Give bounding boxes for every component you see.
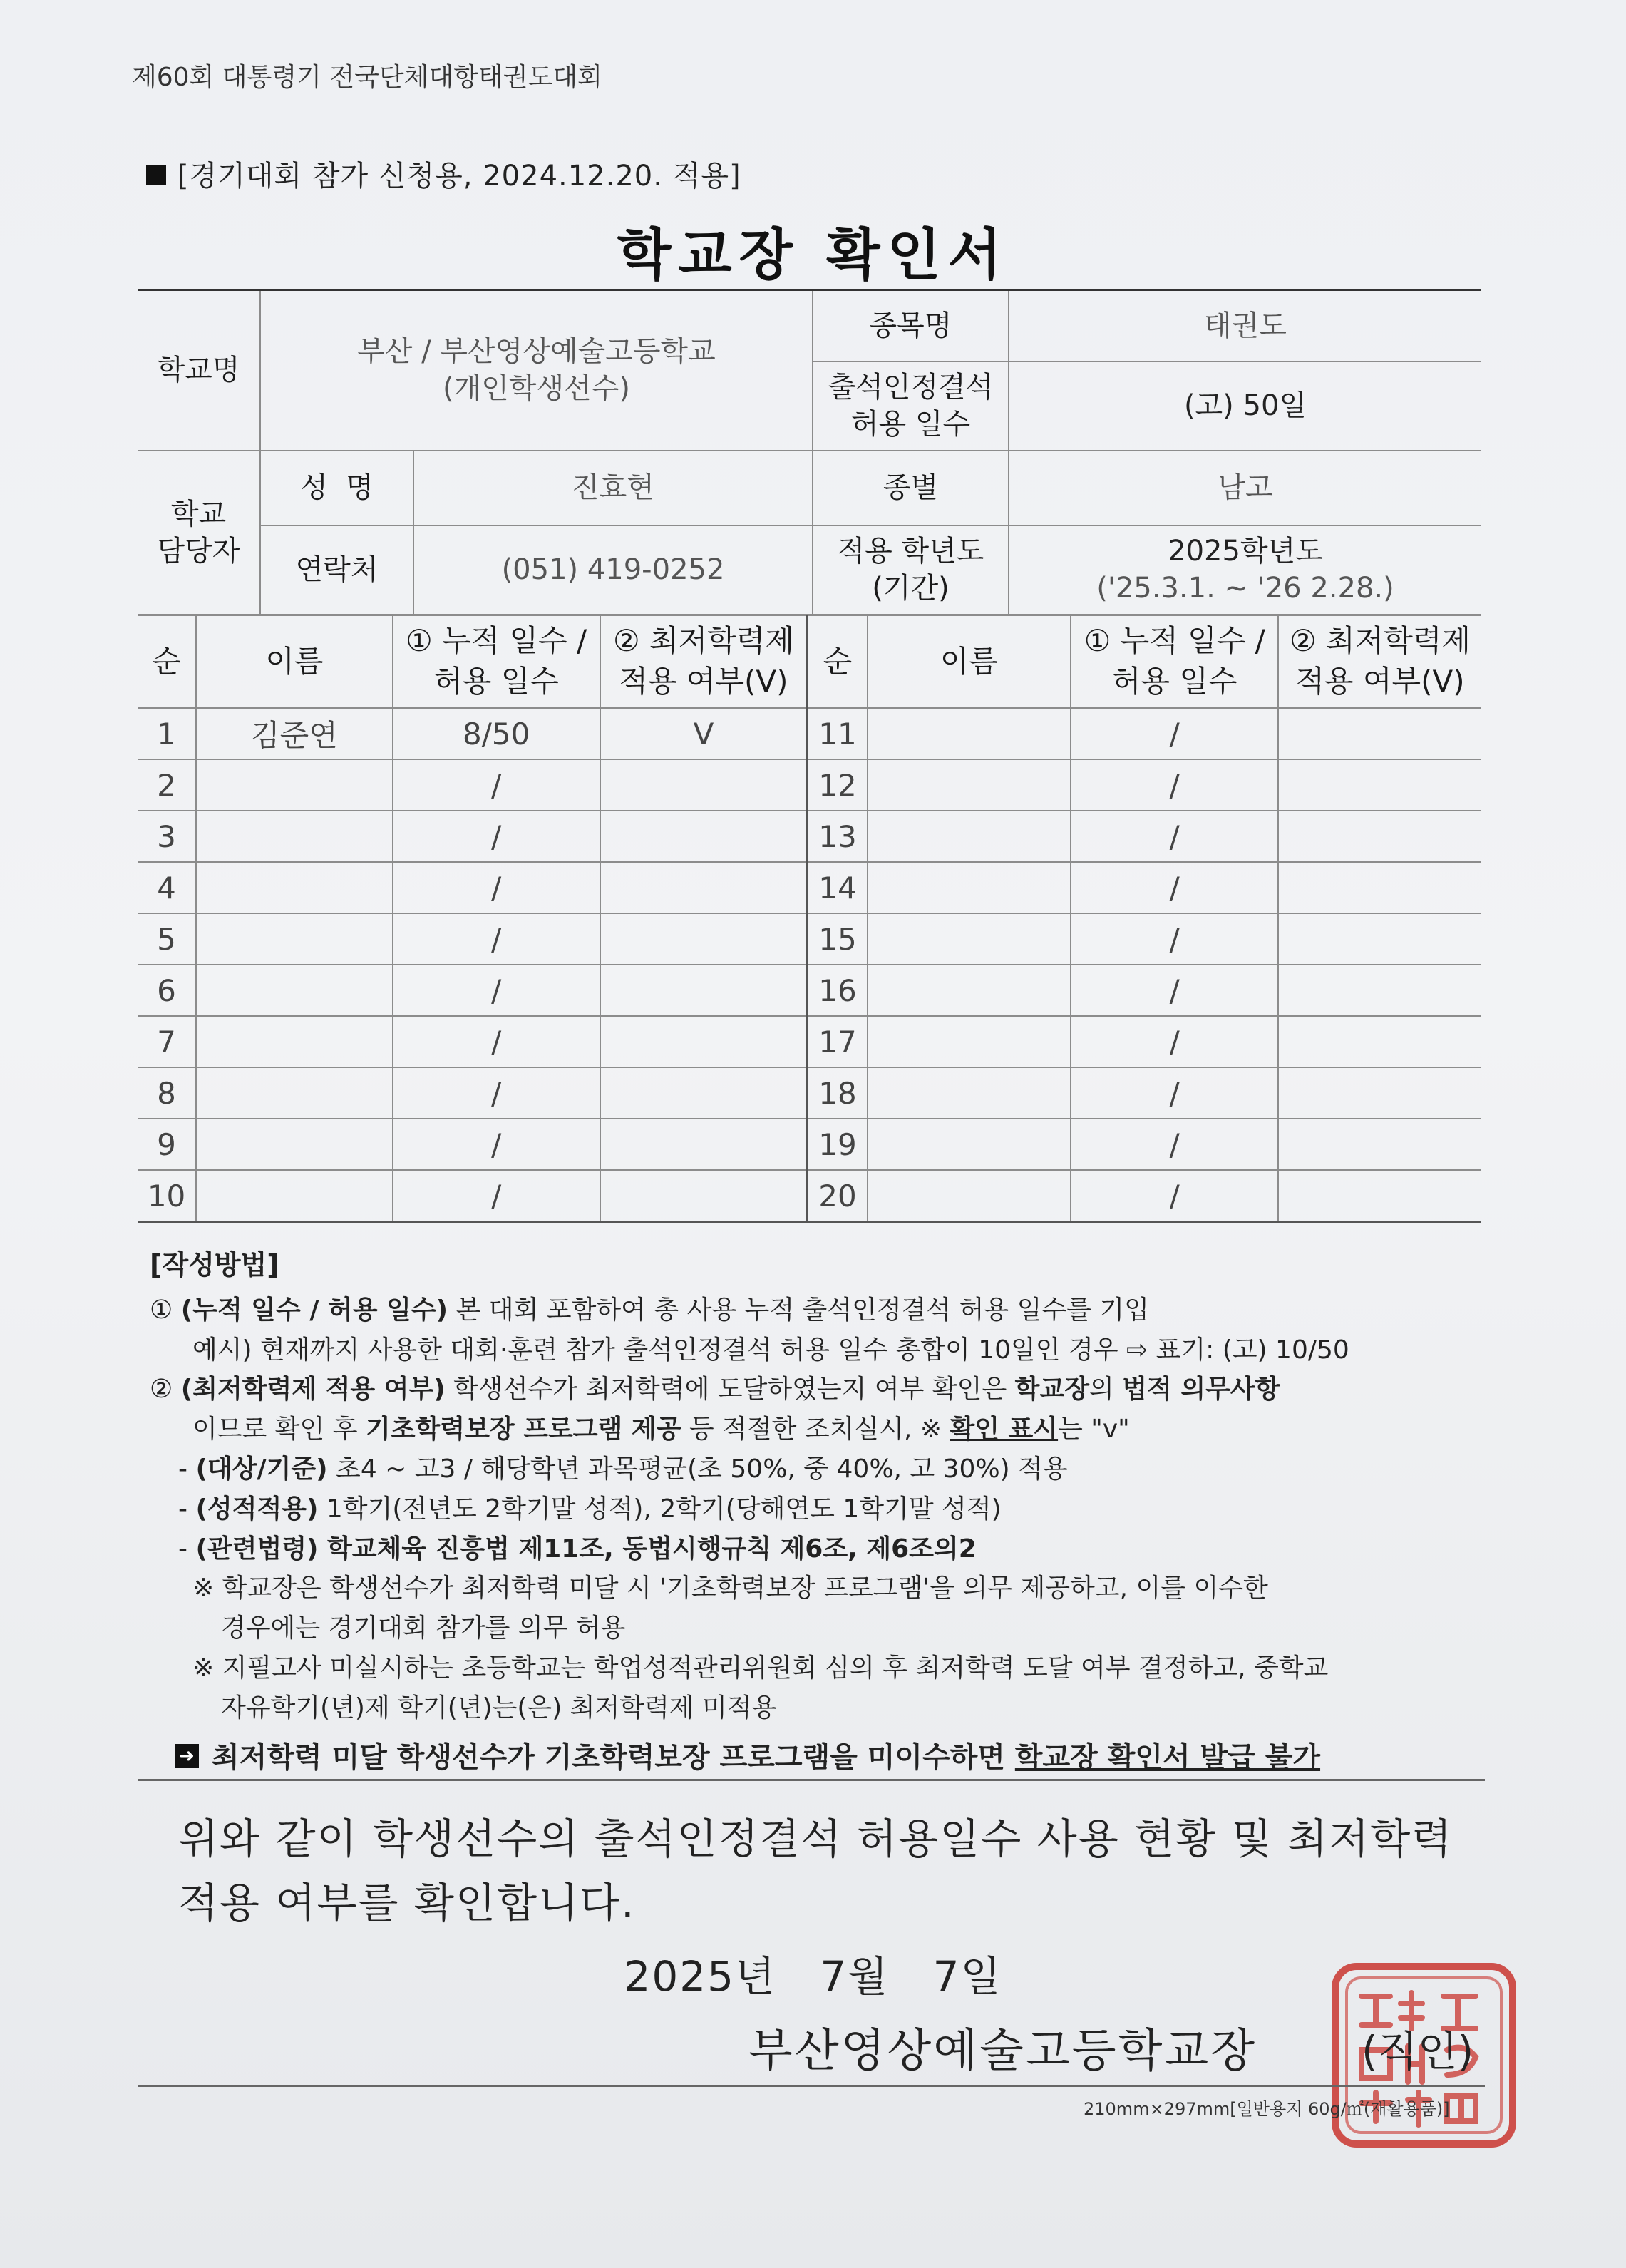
guide-sub-2-heading: (성적적용) (195, 1494, 319, 1524)
row-check (600, 811, 808, 862)
row-no-right: 12 (808, 759, 868, 811)
name-label: 성 명 (260, 451, 413, 525)
guide-sub-3: - (관련법령) 학교체육 진흥법 제11조, 동법시행규칙 제6조, 제6조의2 (178, 1534, 977, 1564)
row-days-right: / (1071, 759, 1278, 811)
category-label: 종별 (813, 451, 1009, 525)
guide-item-2-bold-d: 법적 의무사항 (1122, 1375, 1280, 1405)
row-no: 9 (138, 1119, 196, 1170)
guide-sub-2: - (성적적용) 1학기(전년도 2학기말 성적), 2학기(당해연도 1학기말 성적) (178, 1494, 1002, 1524)
guide-sub-2-text: 1학기(전년도 2학기말 성적), 2학기(당해연도 1학기말 성적) (318, 1494, 1002, 1524)
year-label-line1: 적용 학년도 (837, 535, 984, 568)
category-value: 남고 (1009, 451, 1481, 525)
table-row (138, 759, 1481, 811)
form-note-text: [경기대회 참가 신청용, 2024.12.20. 적용] (177, 160, 741, 193)
student-roster-table (138, 615, 1481, 1223)
row-days: / (393, 913, 600, 965)
row-check-right (1278, 965, 1481, 1016)
guide-item-2-line2 (150, 1410, 1483, 1449)
name-value: 진효현 (413, 451, 813, 525)
row-days-right: / (1071, 913, 1278, 965)
row-check-right (1278, 708, 1481, 759)
row-days-right: / (1071, 965, 1278, 1016)
row-check-right (1278, 1016, 1481, 1067)
table-row (138, 811, 1481, 862)
row-name (196, 1067, 393, 1119)
allowed-days-label (813, 361, 1009, 451)
guide-note-1-line2: 경우에는 경기대회 참가를 의무 허용 (221, 1613, 626, 1643)
header-days-right-line1: ① 누적 일수 / (1084, 623, 1265, 659)
header-no: 순 (138, 615, 196, 708)
guide-item-2-text-a: 학생선수가 최저학력에 도달하였는지 여부 확인은 (445, 1375, 1015, 1405)
guide-sub-1-text: 초4 ~ 고3 / 해당학년 과목평균(초 50%, 중 40%, 고 30%) 적용 (327, 1454, 1068, 1484)
row-no: 10 (138, 1170, 196, 1222)
circled-two-icon: ② (150, 1375, 173, 1405)
guide-final-warning (150, 1735, 1483, 1780)
guide-sub-3-heading: (관련법령) (195, 1534, 319, 1564)
row-name-right (868, 1067, 1071, 1119)
row-no-right: 20 (808, 1170, 868, 1222)
school-value-line1: 부산 / 부산영상예술고등학교 (357, 335, 716, 369)
table-row (138, 1119, 1481, 1170)
header-name: 이름 (196, 615, 393, 708)
row-no-right: 14 (808, 862, 868, 913)
table-row (138, 965, 1481, 1016)
year-value-line1: 2025학년도 (1168, 535, 1323, 568)
row-check (600, 1067, 808, 1119)
guide-item-2-line2-b: 기초학력보장 프로그램 제공 (366, 1415, 681, 1445)
manager-label (138, 451, 260, 615)
row-name (196, 1016, 393, 1067)
row-days-right: / (1071, 811, 1278, 862)
row-name-right (868, 1119, 1071, 1170)
row-no: 3 (138, 811, 196, 862)
school-value-line2: (개인학생선수) (442, 372, 631, 406)
sport-value: 태권도 (1009, 290, 1481, 361)
row-name-right (868, 759, 1071, 811)
row-check (600, 965, 808, 1016)
row-check (600, 1170, 808, 1222)
header-days-right-line2: 허용 일수 (1111, 664, 1237, 699)
year-label (813, 525, 1009, 615)
row-no: 2 (138, 759, 196, 811)
row-no: 1 (138, 708, 196, 759)
row-days: / (393, 759, 600, 811)
row-days: / (393, 1016, 600, 1067)
row-no: 7 (138, 1016, 196, 1067)
guide-note-2-line2: 자유학기(년)제 학기(년)는(은) 최저학력제 미적용 (221, 1693, 777, 1723)
circled-one-icon: ① (150, 1295, 173, 1325)
year-value (1009, 525, 1481, 615)
guide-sub-3-text: 학교체육 진흥법 제11조, 동법시행규칙 제6조, 제6조의2 (318, 1534, 977, 1564)
guide-note-1-line1: ※ 학교장은 학생선수가 최저학력 미달 시 '기초학력보장 프로그램'을 의무 제공하고, 이를 이수한 (192, 1574, 1268, 1603)
guide-title: [작성방법] (150, 1249, 279, 1281)
guide-final-text-b: 학교장 확인서 발급 불가 (1014, 1740, 1321, 1774)
header-check-line2: 적용 여부(V) (619, 664, 788, 699)
event-name: 제60회 대통령기 전국단체대항태권도대회 (132, 63, 602, 92)
allowed-days-label-line2: 허용 일수 (850, 408, 971, 441)
row-check-right (1278, 862, 1481, 913)
row-name-right (868, 1016, 1071, 1067)
contact-value: (051) 419-0252 (413, 525, 813, 615)
guide-item-2-text-c: 의 (1089, 1375, 1123, 1405)
table-row (138, 708, 1481, 759)
paper-spec: 210mm×297mm[일반용지 60g/㎡(재활용품)] (1084, 2099, 1450, 2119)
guide-item-2-line2-a: 이므로 확인 후 (192, 1415, 366, 1445)
row-name (196, 913, 393, 965)
row-name (196, 1170, 393, 1222)
header-check-right-line1: ② 최저학력제 (1290, 623, 1471, 659)
row-name-right (868, 965, 1071, 1016)
row-no-right: 18 (808, 1067, 868, 1119)
row-days: / (393, 862, 600, 913)
writing-guide (150, 1244, 1483, 1780)
row-name-right (868, 811, 1071, 862)
allowed-days-label-line1: 출석인정결석 (828, 371, 994, 404)
row-days: / (393, 811, 600, 862)
year-label-line2: (기간) (872, 572, 950, 605)
header-name-right: 이름 (868, 615, 1071, 708)
table-row (138, 1067, 1481, 1119)
row-days: / (393, 1119, 600, 1170)
row-name-right (868, 862, 1071, 913)
divider-top (138, 1779, 1485, 1781)
form-note (146, 153, 741, 194)
year-value-line2: ('25.3.1. ~ '26 2.28.) (1096, 572, 1394, 605)
guide-item-2 (150, 1370, 1483, 1410)
row-check-right (1278, 1119, 1481, 1170)
header-days-line2: 허용 일수 (433, 664, 559, 699)
row-check-right (1278, 913, 1481, 965)
contact-label: 연락처 (260, 525, 413, 615)
row-check-right (1278, 1170, 1481, 1222)
school-value (260, 290, 813, 451)
row-days: / (393, 1170, 600, 1222)
row-check-right (1278, 1067, 1481, 1119)
guide-item-2-line2-d: 확인 표시 (950, 1415, 1059, 1445)
guide-item-2-bold-b: 학교장 (1014, 1375, 1089, 1405)
row-check (600, 913, 808, 965)
row-no-right: 15 (808, 913, 868, 965)
row-name: 김준연 (196, 708, 393, 759)
row-check (600, 759, 808, 811)
row-name (196, 811, 393, 862)
row-no-right: 17 (808, 1016, 868, 1067)
guide-item-2-heading: (최저학력제 적용 여부) (180, 1375, 446, 1405)
row-check: V (600, 708, 808, 759)
row-days-right: / (1071, 862, 1278, 913)
header-days-line1: ① 누적 일수 / (406, 623, 587, 659)
header-days-right (1071, 615, 1278, 708)
square-bullet-icon (146, 165, 166, 185)
row-name (196, 965, 393, 1016)
seal-label: (직인) (1362, 2027, 1474, 2075)
header-check (600, 615, 808, 708)
row-no-right: 11 (808, 708, 868, 759)
row-no-right: 19 (808, 1119, 868, 1170)
row-no: 4 (138, 862, 196, 913)
row-days-right: / (1071, 1119, 1278, 1170)
row-days-right: / (1071, 1170, 1278, 1222)
allowed-days-value: (고) 50일 (1009, 361, 1481, 451)
guide-item-1-example: 예시) 현재까지 사용한 대회·훈련 참가 출석인정결석 허용 일수 총합이 10일인 경우 ⇨ 표기: (고) 10/50 (192, 1335, 1349, 1365)
header-no-right: 순 (808, 615, 868, 708)
row-no: 5 (138, 913, 196, 965)
document-title: 학교장 확인서 (617, 223, 1009, 287)
arrow-right-icon: ➜ (175, 1744, 199, 1768)
guide-item-1 (150, 1290, 1483, 1330)
guide-final-text-a: 최저학력 미달 학생선수가 기초학력보장 프로그램을 미이수하면 (212, 1740, 1015, 1774)
header-days (393, 615, 600, 708)
row-name-right (868, 1170, 1071, 1222)
table-row (138, 1016, 1481, 1067)
guide-item-1-text: 본 대회 포함하여 총 사용 누적 출석인정결석 허용 일수를 기입 (448, 1295, 1149, 1325)
school-label: 학교명 (138, 290, 260, 451)
row-name-right (868, 708, 1071, 759)
sport-label: 종목명 (813, 290, 1009, 361)
table-row (138, 862, 1481, 913)
guide-item-2-line2-e: 는 "v" (1058, 1415, 1130, 1445)
row-no-right: 16 (808, 965, 868, 1016)
row-no-right: 13 (808, 811, 868, 862)
row-days: 8/50 (393, 708, 600, 759)
divider-bottom (138, 2085, 1485, 2087)
row-check (600, 1119, 808, 1170)
header-check-line1: ② 최저학력제 (613, 623, 794, 659)
row-days: / (393, 1067, 600, 1119)
confirmation-text: 위와 같이 학생선수의 출석인정결석 허용일수 사용 현황 및 최저학력 적용 여부를 확인합니다. (178, 1815, 1453, 1927)
row-name (196, 862, 393, 913)
school-info-table (138, 289, 1481, 615)
table-row (138, 913, 1481, 965)
guide-item-2-line2-c: 등 적절한 조치실시, ※ (681, 1415, 950, 1445)
row-name-right (868, 913, 1071, 965)
guide-item-1-heading: (누적 일수 / 허용 일수) (180, 1295, 448, 1325)
row-days-right: / (1071, 1067, 1278, 1119)
manager-label-line2: 담당자 (157, 534, 240, 568)
header-check-right-line2: 적용 여부(V) (1295, 664, 1465, 699)
table-row (138, 1170, 1481, 1222)
row-check (600, 862, 808, 913)
row-check (600, 1016, 808, 1067)
row-days-right: / (1071, 1016, 1278, 1067)
manager-label-line1: 학교 (170, 497, 227, 530)
row-check-right (1278, 759, 1481, 811)
row-days: / (393, 965, 600, 1016)
row-check-right (1278, 811, 1481, 862)
row-no: 6 (138, 965, 196, 1016)
row-name (196, 1119, 393, 1170)
row-no: 8 (138, 1067, 196, 1119)
guide-note-2-line1: ※ 지필고사 미실시하는 초등학교는 학업성적관리위원회 심의 후 최저학력 도달 여부 결정하고, 중학교 (192, 1653, 1329, 1683)
row-name (196, 759, 393, 811)
header-check-right (1278, 615, 1481, 708)
guide-sub-1-heading: (대상/기준) (195, 1454, 328, 1484)
issue-date: 2025년 7월 7일 (624, 1952, 1002, 2001)
principal-name: 부산영상예술고등학교장 (748, 2025, 1257, 2078)
row-days-right: / (1071, 708, 1278, 759)
guide-sub-1: - (대상/기준) 초4 ~ 고3 / 해당학년 과목평균(초 50%, 중 40%, 고 30%) 적용 (178, 1454, 1068, 1484)
